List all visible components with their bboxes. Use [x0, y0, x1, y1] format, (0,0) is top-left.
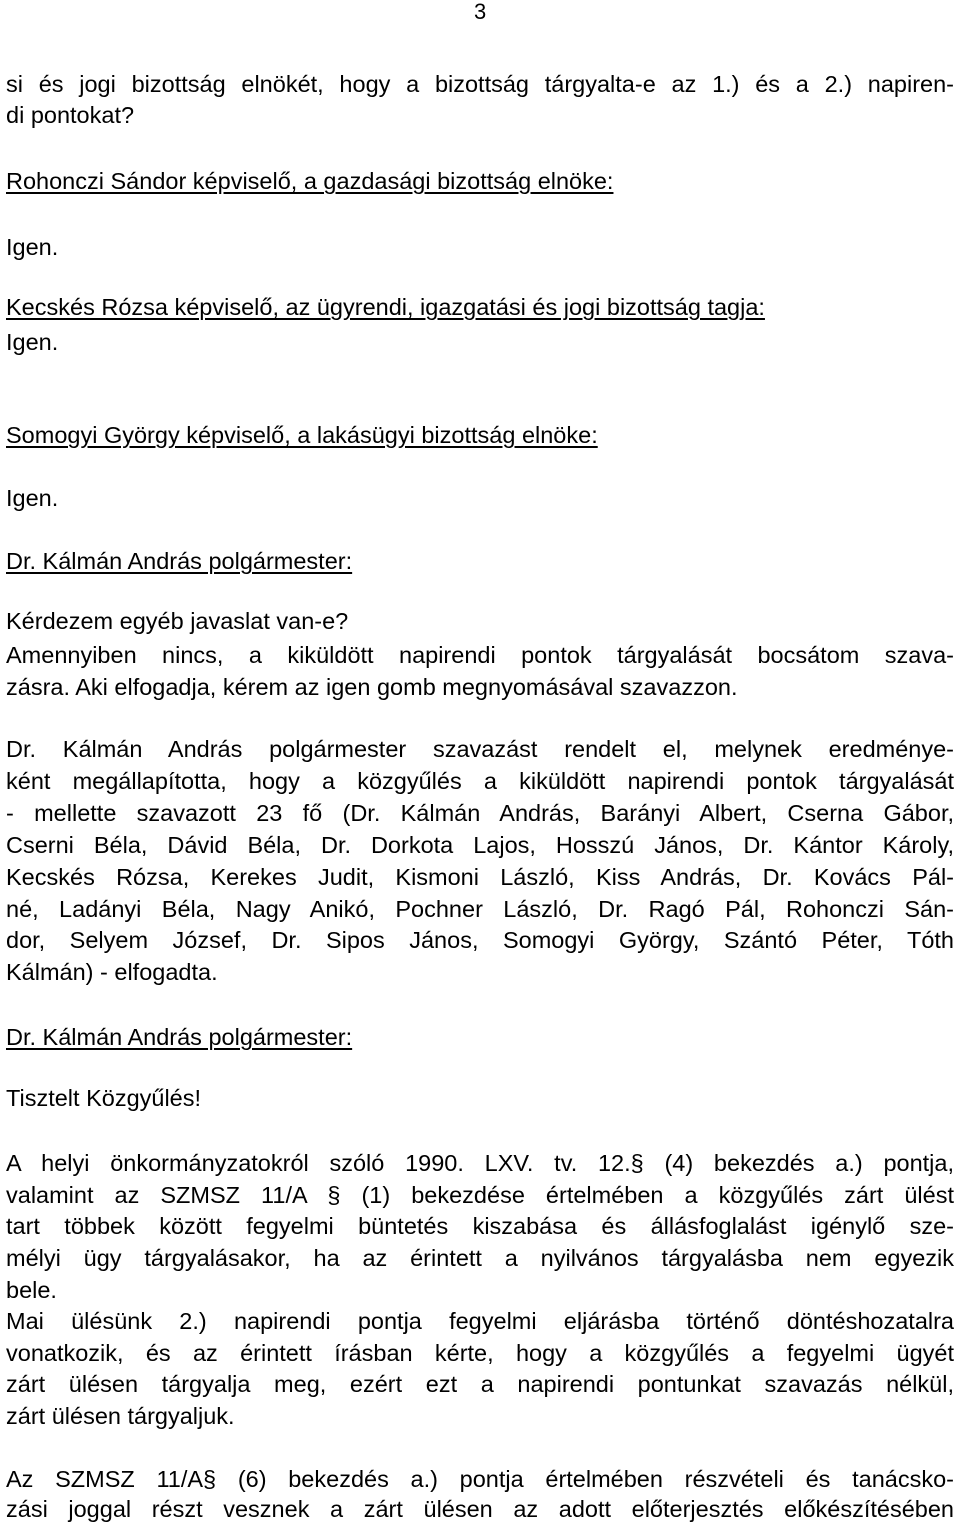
speech-line: valamint az SZMSZ 11/A § (1) bekezdése értelmében a közgyűlés zárt ülést — [6, 1182, 954, 1208]
speech-line: zásra. Aki elfogadja, kérem az igen gomb megnyomásával szavazzon. — [6, 674, 738, 700]
vote-result-line: dor, Selyem József, Dr. Sipos János, Somogyi György, Szántó Péter, Tóth — [6, 927, 954, 953]
page-number: 3 — [474, 0, 487, 24]
speech-line: vonatkozik, és az érintett írásban kérte, hogy a közgyűlés a fegyelmi ügyét — [6, 1340, 954, 1366]
speaker-heading: Dr. Kálmán András polgármester: — [6, 548, 353, 574]
greeting: Tisztelt Közgyűlés! — [6, 1085, 202, 1111]
speech-line: bele. — [6, 1277, 57, 1303]
speech-line: mélyi ügy tárgyalásakor, ha az érintett a nyilvános tárgyalásba nem egyezik — [6, 1245, 954, 1271]
speech-line: A helyi önkormányzatokról szóló 1990. LXV. tv. 12.§ (4) bekezdés a.) pontja, — [6, 1150, 954, 1176]
speech-line: zárt ülésen tárgyalja meg, ezért ezt a napirendi pontunkat szavazás nélkül, — [6, 1371, 954, 1397]
vote-result-line: Kecskés Rózsa, Kerekes Judit, Kismoni László, Kiss András, Dr. Kovács Pál- — [6, 864, 954, 890]
speech-line: Amennyiben nincs, a kiküldött napirendi pontok tárgyalását bocsátom szava- — [6, 642, 954, 668]
speech-line: zárt ülésen tárgyaljuk. — [6, 1403, 235, 1429]
speech-line: Az SZMSZ 11/A§ (6) bekezdés a.) pontja értelmében részvételi és tanácsko- — [6, 1466, 954, 1492]
speaker-heading: Kecskés Rózsa képviselő, az ügyrendi, igazgatási és jogi bizottság tagja: — [6, 294, 765, 320]
reply-text: Igen. — [6, 485, 59, 511]
speech-line: tart többek között fegyelmi büntetés kiszabása és állásfoglalást igénylő sze- — [6, 1213, 954, 1239]
vote-result-line: Kálmán) - elfogadta. — [6, 959, 218, 985]
vote-result-line: Cserni Béla, Dávid Béla, Dr. Dorkota Lajos, Hosszú János, Dr. Kántor Károly, — [6, 832, 954, 858]
speech-line: zási joggal részt vesznek a zárt ülésen az adott előterjesztés előkészítésében — [6, 1496, 954, 1522]
speaker-heading: Dr. Kálmán András polgármester: — [6, 1024, 353, 1050]
reply-text: Igen. — [6, 234, 59, 260]
speech-line: Kérdezem egyéb javaslat van-e? — [6, 608, 349, 634]
vote-result-line: ként megállapította, hogy a közgyűlés a kiküldött napirendi pontok tárgyalását — [6, 768, 954, 794]
speaker-heading: Somogyi György képviselő, a lakásügyi bizottság elnöke: — [6, 422, 598, 448]
speaker-heading: Rohonczi Sándor képviselő, a gazdasági bizottság elnöke: — [6, 168, 614, 194]
reply-text: Igen. — [6, 329, 59, 355]
speech-line: Mai ülésünk 2.) napirendi pontja fegyelmi eljárásba történő döntéshozatalra — [6, 1308, 954, 1334]
vote-result-line: Dr. Kálmán András polgármester szavazást rendelt el, melynek eredménye- — [6, 736, 954, 762]
intro-line: di pontokat? — [6, 102, 135, 128]
vote-result-line: - mellette szavazott 23 fő (Dr. Kálmán András, Barányi Albert, Cserna Gábor, — [6, 800, 954, 826]
intro-line: si és jogi bizottság elnökét, hogy a bizottság tárgyalta-e az 1.) és a 2.) napiren- — [6, 71, 954, 97]
vote-result-line: né, Ladányi Béla, Nagy Anikó, Pochner László, Dr. Ragó Pál, Rohonczi Sán- — [6, 896, 954, 922]
